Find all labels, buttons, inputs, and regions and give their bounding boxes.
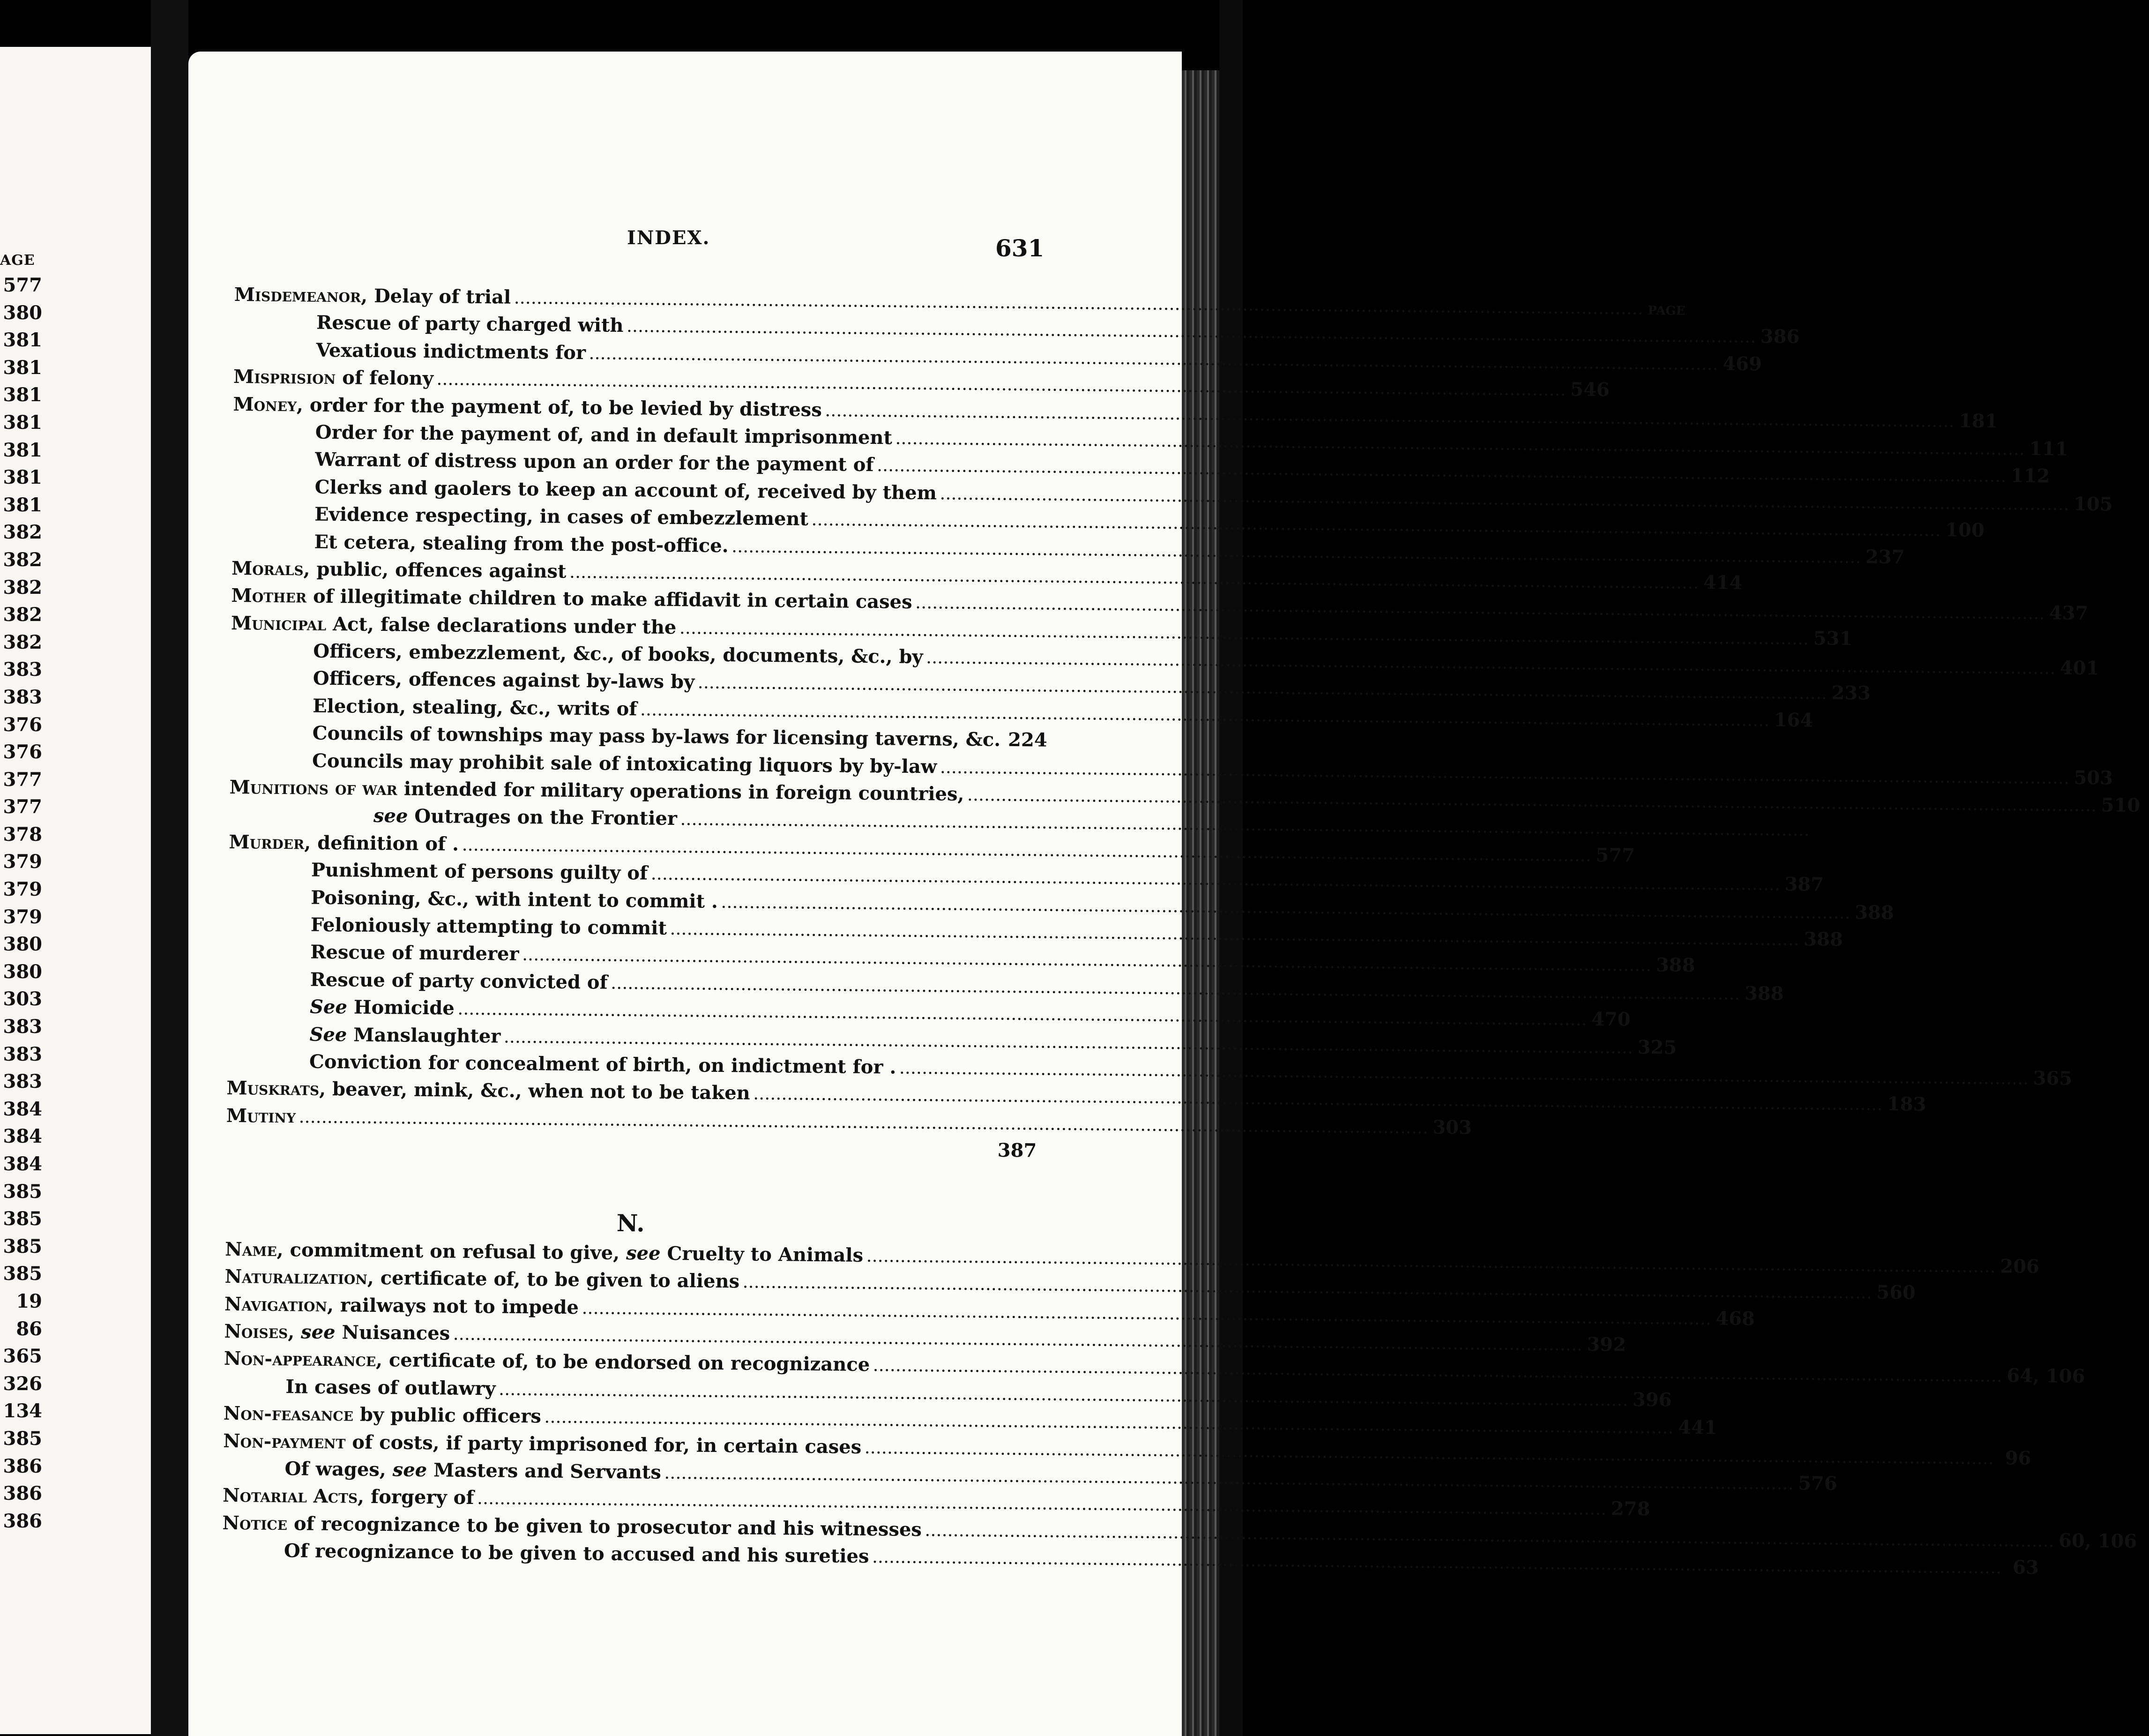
entry-page-number: 365 <box>2033 1067 2073 1090</box>
leader-dots: ........................................................................................................................................................................................................ <box>462 839 1592 865</box>
previous-page <box>0 47 151 1734</box>
entry-description: Outrages on the Frontier <box>414 805 678 830</box>
leader-dots: ........................................................................................................................................................................................................ <box>698 678 1828 703</box>
entry-description: railways not to impede <box>340 1294 579 1318</box>
entry-page-number: 441 <box>1678 1416 1717 1439</box>
entry-text <box>231 664 695 696</box>
entry-description: forgery of <box>370 1486 474 1509</box>
cross-reference-see: See <box>309 1023 347 1046</box>
entry-text <box>228 883 718 915</box>
entry-description: Councils may prohibit sale of intoxicating liquors by by-law <box>312 749 937 778</box>
previous-page-number: 382 <box>3 631 42 653</box>
entry-page-number: 396 <box>1632 1388 1672 1411</box>
leader-dots: ........................................................................................................................................................................................................ <box>670 923 1800 949</box>
entry-page-number: 560 <box>1876 1281 1916 1304</box>
previous-page-number: 381 <box>3 356 42 379</box>
leader-dots: ........................................................................................................................................................................................................ <box>873 1360 2003 1385</box>
previous-page-number: 326 <box>3 1372 42 1395</box>
entry-page-number: 100 <box>1945 519 1985 541</box>
entry-page-number: 503 <box>2074 766 2113 789</box>
entry-page-number: 237 <box>1865 545 1905 568</box>
previous-page-number: 385 <box>3 1180 42 1203</box>
previous-page-number: 377 <box>3 768 42 791</box>
previous-page-page-numbers <box>0 272 42 1535</box>
cross-reference-see: see <box>373 805 408 828</box>
entry-text <box>233 363 433 393</box>
leader-dots: ........................................................................................................................................................................................................ <box>721 897 1851 922</box>
entry-page-number: 105 <box>2073 493 2113 516</box>
previous-page-number: 382 <box>3 576 42 599</box>
cross-reference-target: Nuisances <box>342 1321 450 1345</box>
entry-page-number: 470 <box>1591 1008 1631 1031</box>
entry-page-number: 388 <box>1803 928 1843 950</box>
entry-text <box>230 692 637 723</box>
cross-reference-target: Cruelty to Animals <box>667 1242 864 1266</box>
entry-description: Poisoning, &c., with intent to commit . <box>311 886 718 913</box>
cross-reference-see: see <box>392 1459 427 1482</box>
entry-heading: Misdemeanor, <box>234 283 368 307</box>
entry-text <box>223 1455 661 1486</box>
leader-dots: ........................................................................................................................................................................................................ <box>916 598 2045 623</box>
previous-page-number: 577 <box>3 274 42 296</box>
entry-heading: Non-payment <box>223 1429 346 1453</box>
leader-dots <box>1004 729 1005 756</box>
entry-description: certificate of, to be endorsed on recognizance <box>388 1349 870 1376</box>
entry-heading: Municipal <box>231 612 327 635</box>
leader-dots: ........................................................................................................................................................................................................ <box>940 762 2070 787</box>
entry-heading: Munitions of war <box>229 776 398 800</box>
entry-page-number <box>1814 836 1847 837</box>
entry-description: Election, stealing, &c., writs of <box>313 695 637 720</box>
previous-page-number: 386 <box>3 1455 42 1477</box>
leader-dots: ........................................................................................................................................................................................................ <box>812 514 1942 540</box>
entry-description: Conviction for concealment of birth, on indictment for . <box>309 1050 896 1078</box>
previous-page-number: 376 <box>3 713 42 736</box>
entry-page-number: 386 <box>1760 325 1800 348</box>
entry-heading: Misprision <box>233 366 336 389</box>
entry-page-number: 414 <box>1703 571 1743 594</box>
index-entries <box>222 281 2141 1579</box>
previous-page-number: 383 <box>3 1070 42 1093</box>
entry-description: Officers, embezzlement, &c., of books, documents, &c., by <box>313 640 923 668</box>
leader-dots: ........................................................................................................................................................................................................ <box>589 348 1719 374</box>
entry-description: of recognizance to be given to prosecutor and his witnesses <box>293 1512 922 1541</box>
entry-description: by public officers <box>359 1403 542 1428</box>
entry-heading: Murder, <box>229 831 311 854</box>
previous-page-number: 86 <box>16 1317 42 1340</box>
previous-page-number: 383 <box>3 658 42 681</box>
section-letter-text: N. <box>616 1209 645 1237</box>
leader-dots: ........................................................................................................................................................................................................ <box>545 1412 1675 1437</box>
entry-text <box>227 1020 500 1050</box>
book-gutter <box>151 0 188 1736</box>
entry-page-number: 325 <box>1637 1036 1677 1059</box>
entry-page-number: 577 <box>1596 844 1635 867</box>
previous-page-number: 381 <box>3 411 42 434</box>
previous-page-number: 380 <box>3 301 42 324</box>
leader-dots: ........................................................................................................................................................................................................ <box>299 1112 1429 1137</box>
entry-page-number: 96 <box>2005 1447 2031 1469</box>
leader-dots: ........................................................................................................................................................................................................ <box>582 1302 1712 1328</box>
previous-page-number: 385 <box>3 1208 42 1230</box>
entry-page-number: 510 <box>2101 794 2141 817</box>
entry-description: commitment on refusal to give, <box>290 1239 620 1264</box>
previous-page-number: 385 <box>3 1263 42 1285</box>
entry-heading: Notice <box>222 1512 288 1535</box>
entry-description: Delay of trial <box>373 284 511 308</box>
leader-dots: ........................................................................................................................................................................................................ <box>522 950 1652 975</box>
entry-text <box>229 801 677 833</box>
previous-page-number: 378 <box>3 823 42 846</box>
leader-dots: ........................................................................................................................................................................................................ <box>458 1003 1588 1029</box>
entry-description: public, offences against <box>316 558 567 583</box>
entry-description: Clerks and gaolers to keep an account of, received by them <box>314 476 937 504</box>
leader-dots: ........................................................................................................................................................................................................ <box>743 1277 1873 1302</box>
entry-heading: Mutiny <box>226 1104 296 1128</box>
entry-description: Rescue of party charged with <box>316 312 624 337</box>
entry-heading: Notarial Acts, <box>222 1484 365 1508</box>
entry-heading: Muskrats, <box>226 1077 326 1100</box>
entry-description: Rescue of party convicted of <box>310 968 608 994</box>
entry-text <box>224 1400 542 1430</box>
leader-dots: ........................................................................................................................................................................................................ <box>926 652 2057 678</box>
entry-heading: Morals, <box>231 557 310 580</box>
running-head-title: INDEX. <box>627 227 710 249</box>
leader-dots: ........................................................................................................................................................................................................ <box>895 433 2026 458</box>
leader-dots: ........................................................................................................................................................................................................ <box>732 541 1862 566</box>
previous-page-number: 381 <box>3 494 42 516</box>
entry-page-number: 392 <box>1587 1333 1627 1356</box>
entry-page-number: 181 <box>1958 409 1998 432</box>
entry-text <box>233 336 586 367</box>
entry-text <box>223 1482 474 1512</box>
entry-heading: Noises, <box>224 1320 295 1343</box>
entry-description: Feloniously attempting to commit <box>310 913 667 939</box>
entry-heading: Naturalization, <box>224 1265 374 1289</box>
previous-page-number: 383 <box>3 1043 42 1065</box>
entry-text <box>228 938 519 968</box>
previous-page-number: 377 <box>3 796 42 818</box>
entry-description: Of wages, <box>284 1458 387 1481</box>
entry-page-number: 388 <box>1744 982 1784 1005</box>
previous-page-number: 379 <box>3 851 42 873</box>
entry-description: beaver, mink, &c., when not to be taken <box>332 1078 750 1104</box>
leader-dots: ........................................................................................................................................................................................................ <box>454 1329 1583 1354</box>
page-column-label: PAGE <box>1648 303 1686 318</box>
entry-description: Homicide <box>353 996 455 1019</box>
entry-description: Act, false declarations under the <box>332 613 677 638</box>
leader-dots: ........................................................................................................................................................................................................ <box>680 814 1811 839</box>
previous-page-number: 380 <box>3 933 42 956</box>
entry-page-number: 278 <box>1611 1497 1650 1520</box>
previous-page-number: 382 <box>3 521 42 544</box>
entry-text <box>224 1291 579 1322</box>
entry-page-number: 387 <box>997 1139 1037 1162</box>
previous-page-number: 380 <box>3 960 42 983</box>
leader-dots: ........................................................................................................................................................................................................ <box>641 704 1770 730</box>
previous-page-column-header: AGE <box>0 252 35 269</box>
previous-page-number: 385 <box>3 1427 42 1450</box>
entry-text <box>229 829 459 858</box>
cross-reference-see: See <box>309 995 348 1018</box>
leader-dots: ........................................................................................................................................................................................................ <box>504 1032 1634 1057</box>
previous-page-number: 382 <box>3 604 42 626</box>
entry-description: In cases of outlawry <box>285 1376 496 1400</box>
previous-page-number: 303 <box>3 988 42 1010</box>
leader-dots: ........................................................................................................................................................................................................ <box>968 790 2097 815</box>
entry-text <box>224 1263 739 1295</box>
entry-text <box>227 965 608 996</box>
leader-dots: ........................................................................................................................................................................................................ <box>570 567 1700 592</box>
previous-page-number: 384 <box>3 1098 42 1120</box>
previous-page-number: 381 <box>3 384 42 406</box>
entry-description: Manslaughter <box>353 1024 501 1048</box>
entry-heading: Non-appearance, <box>224 1347 383 1371</box>
entry-text <box>229 856 648 887</box>
entry-page-number: 388 <box>1854 901 1894 924</box>
leader-dots: ........................................................................................................................................................................................................ <box>865 1442 1995 1467</box>
leader-dots: ........................................................................................................................................................................................................ <box>873 1552 2002 1577</box>
entry-page-number: 63 <box>2012 1556 2039 1579</box>
previous-page-number: 386 <box>3 1510 42 1532</box>
entry-text <box>224 1318 450 1347</box>
entry-text <box>226 1102 296 1130</box>
leader-dots: ........................................................................................................................................................................................................ <box>680 622 1810 648</box>
entry-description: certificate of, to be given to aliens <box>380 1267 740 1293</box>
leader-dots: ........................................................................................................................................................................................................ <box>825 405 1955 430</box>
entry-page-number: 224 <box>1007 729 1047 751</box>
previous-page-number: 379 <box>3 878 42 901</box>
entry-page-number: 303 <box>1433 1116 1472 1139</box>
previous-page-number: 381 <box>3 466 42 489</box>
entry-page-number: 233 <box>1831 682 1871 705</box>
previous-page-number: 383 <box>3 686 42 708</box>
previous-page-number: 365 <box>3 1345 42 1368</box>
entry-page-number: 468 <box>1716 1307 1755 1330</box>
leader-dots: ........................................................................................................................................................................................................ <box>866 1250 1997 1276</box>
entry-text <box>227 993 455 1022</box>
entry-page-number: 576 <box>1798 1472 1837 1495</box>
entry-description: Evidence respecting, in cases of embezzlement <box>314 503 809 530</box>
cross-reference-target: Masters and Servants <box>433 1459 662 1483</box>
entry-text <box>228 911 667 942</box>
entry-heading: Navigation, <box>224 1293 334 1316</box>
cross-reference-see: see <box>300 1321 336 1344</box>
previous-page-number: 386 <box>3 1482 42 1505</box>
previous-page-number: 383 <box>3 1016 42 1038</box>
entry-description: definition of . <box>317 831 459 855</box>
previous-page-number: 379 <box>3 905 42 928</box>
entry-heading: Non-feasance <box>223 1402 354 1426</box>
leader-dots: ........................................................................................................................................................................................................ <box>437 374 1567 399</box>
entry-heading: Name, <box>224 1238 284 1261</box>
entry-description: Punishment of persons guilty of <box>311 859 648 884</box>
previous-page-number: 381 <box>3 439 42 461</box>
entry-description: Of recognizance to be given to accused and his sureties <box>284 1540 869 1568</box>
previous-page-number: 384 <box>3 1153 42 1175</box>
entry-text <box>224 1373 496 1403</box>
leader-dots <box>230 1149 993 1157</box>
entry-description: of illegitimate children to make affidavit in certain cases <box>313 585 912 614</box>
entry-description: order for the payment of, to be levied by distress <box>309 394 822 421</box>
leader-dots: ........................................................................................................................................................................................................ <box>940 488 2070 514</box>
leader-dots: ........................................................................................................................................................................................................ <box>651 868 1781 894</box>
entry-page-number: 164 <box>1774 709 1813 732</box>
entry-page-number: 546 <box>1570 378 1610 401</box>
previous-page-number: 134 <box>3 1400 42 1422</box>
entry-page-number: 206 <box>2000 1255 2040 1278</box>
entry-page-number: 388 <box>1656 954 1695 977</box>
leader-dots: ........................................................................................................................................................................................................ <box>900 1063 2030 1088</box>
page-number: 631 <box>995 234 1045 262</box>
entry-text <box>226 1075 750 1107</box>
entry-description: Officers, offences against by-laws by <box>313 667 695 693</box>
entry-page-number: 112 <box>2010 464 2050 487</box>
entry-page-number: 60, 106 <box>2058 1529 2137 1552</box>
entry-page-number: 469 <box>1723 352 1762 375</box>
section-letter <box>225 1184 1036 1244</box>
entry-text <box>234 308 624 339</box>
entry-page-number: 401 <box>2059 657 2099 680</box>
entry-page-number: 387 <box>1784 873 1824 896</box>
entry-description: of felony <box>342 367 434 390</box>
entry-page-number: 531 <box>1813 627 1853 650</box>
leader-dots: ........................................................................................................................................................................................................ <box>499 1384 1629 1409</box>
previous-page-number: 376 <box>3 741 42 763</box>
leader-dots: ........................................................................................................................................................................................................ <box>754 1089 1884 1114</box>
leader-dots: ........................................................................................................................................................................................................ <box>664 1467 1795 1493</box>
entry-text <box>234 281 511 311</box>
entry-description: Councils of townships may pass by-laws for licensing taverns, &c. <box>312 722 1001 751</box>
previous-page-number: 382 <box>3 548 42 571</box>
previous-page-number: 384 <box>3 1125 42 1148</box>
leader-dots: ........................................................................................................................................................................................................ <box>478 1493 1607 1519</box>
leader-dots: ........................................................................................................................................................................................................ <box>611 978 1741 1003</box>
entry-text <box>231 610 677 642</box>
entry-text <box>231 555 567 585</box>
entry-heading: Money, <box>233 393 304 416</box>
leader-dots: ........................................................................................................................................................................................................ <box>925 1525 2055 1550</box>
entry-description: Rescue of murderer <box>310 941 519 965</box>
entry-description: intended for military operations in foreign countries, <box>403 778 964 806</box>
entry-text <box>231 527 729 560</box>
previous-page-number: 381 <box>3 329 42 352</box>
entry-heading: Mother <box>231 584 307 607</box>
entry-page-number: 111 <box>2029 437 2068 460</box>
previous-page-number: 385 <box>3 1235 42 1257</box>
entry-description: Vexatious indictments for <box>316 339 586 364</box>
entry-page-number: 437 <box>2049 602 2089 625</box>
leader-dots: ........................................................................................................................................................................................................ <box>627 321 1757 346</box>
entry-description: Et cetera, stealing from the post-office. <box>314 531 729 557</box>
cross-reference-see: see <box>626 1242 661 1265</box>
entry-page-number: 183 <box>1887 1093 1926 1116</box>
entry-description: Order for the payment of, and in default imprisonment <box>315 421 893 449</box>
leader-dots: ........................................................................................................................................................................................................ <box>515 292 1644 318</box>
entry-page-number: 64, 106 <box>2007 1364 2085 1388</box>
leader-dots: ........................................................................................................................................................................................................ <box>877 460 2007 486</box>
entry-description: Warrant of distress upon an order for the payment of <box>315 449 874 476</box>
previous-page-number: 19 <box>16 1290 42 1312</box>
entry-description: of costs, if party imprisoned for, in certain cases <box>352 1431 862 1458</box>
